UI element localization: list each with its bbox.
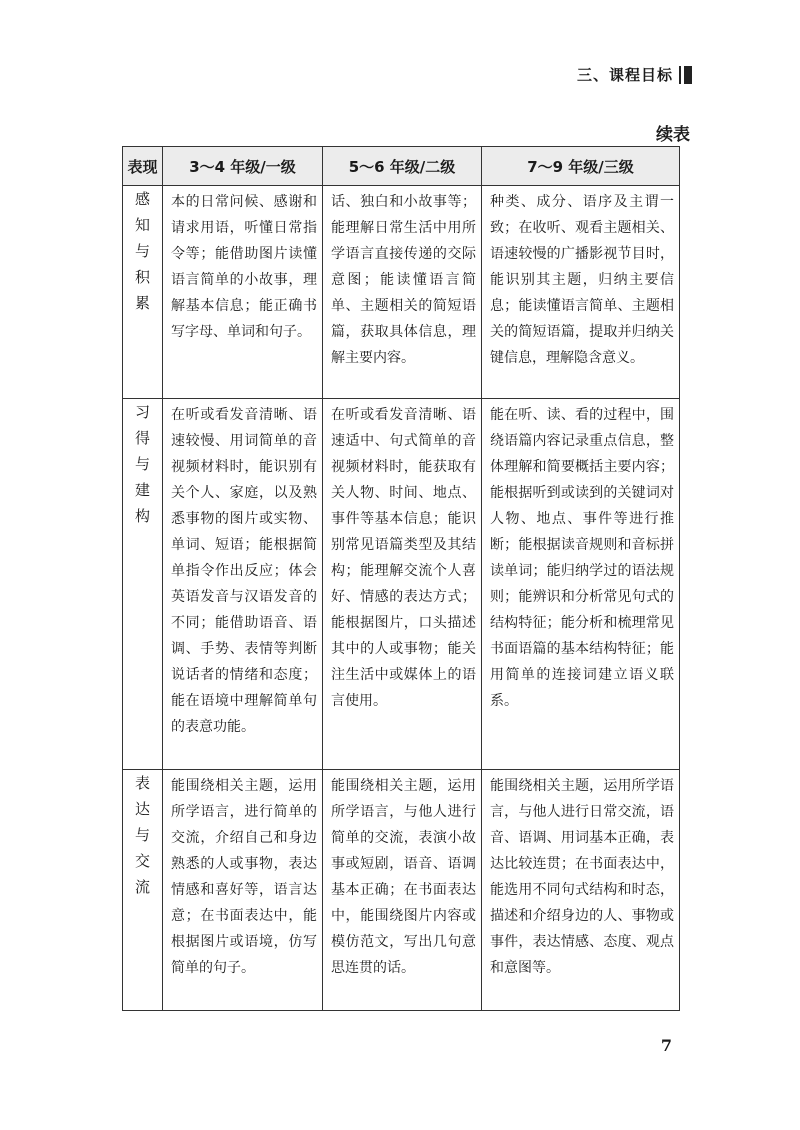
category-label: 感知与积累 xyxy=(134,190,150,312)
category-cell xyxy=(123,186,163,399)
column-header-level-2: 5～6 年级/二级 xyxy=(323,147,482,186)
table-cell: 能围绕相关主题，运用所学语言，与他人进行简单的交流，表演小故事或短剧，语音、语调基本正确；在书面表达中，能围绕图片内容或模仿范文，写出几句意思连贯的话。 xyxy=(323,770,482,1011)
category-cell xyxy=(123,770,163,1011)
thick-bar-mark xyxy=(684,66,692,84)
table-cell: 能在听、读、看的过程中，围绕语篇内容记录重点信息，整体理解和简要概括主要内容；能根据听到或读到的关键词对人物、地点、事件等进行推断；能根据读音规则和音标拼读单词；能归纳学过的语法规则；能辨识和分析常见句式的结构特征；能分析和梳理常见书面语篇的基本结构特征；能用简单的连接词建立语义联系。 xyxy=(482,399,680,770)
table-cell: 种类、成分、语序及主谓一致；在收听、观看主题相关、语速较慢的广播影视节目时，能识别其主题，归纳主要信息；能读懂语言简单、主题相关的简短语篇，提取并归纳关键信息，理解隐含意义。 xyxy=(482,186,680,399)
column-header-level-1: 3～4 年级/一级 xyxy=(163,147,323,186)
table-cell: 在听或看发音清晰、语速适中、句式简单的音视频材料时，能获取有关人物、时间、地点、事件等基本信息；能识别常见语篇类型及其结构；能理解交流个人喜好、情感的表达方式；能根据图片，口头描述其中的人或事物；能关注生活中或媒体上的语言使用。 xyxy=(323,399,482,770)
table-cell: 本的日常问候、感谢和请求用语，听懂日常指令等；能借助图片读懂语言简单的小故事，理解基本信息；能正确书写字母、单词和句子。 xyxy=(163,186,323,399)
thin-bar-mark xyxy=(679,66,681,84)
category-label: 表达与交流 xyxy=(134,774,150,896)
table-cell: 话、独白和小故事等；能理解日常生活中用所学语言直接传递的交际意图；能读懂语言简单、主题相关的简短语篇，获取具体信息，理解主要内容。 xyxy=(323,186,482,399)
column-header-level-3: 7～9 年级/三级 xyxy=(482,147,680,186)
category-label: 习得与建构 xyxy=(134,403,150,525)
header-bar-marks xyxy=(679,66,692,84)
running-header xyxy=(577,64,692,85)
table-row xyxy=(123,186,680,399)
table-cell: 能围绕相关主题，运用所学语言，与他人进行日常交流，语音、语调、用词基本正确，表达比较连贯；在书面表达中，能选用不同句式结构和时态，描述和介绍身边的人、事物或事件，表达情感、态度、观点和意图等。 xyxy=(482,770,680,1011)
page-number: 7 xyxy=(660,1036,672,1055)
table-cell: 能围绕相关主题，运用所学语言，进行简单的交流，介绍自己和身边熟悉的人或事物，表达情感和喜好等，语言达意；在书面表达中，能根据图片或语境，仿写简单的句子。 xyxy=(163,770,323,1011)
table-row xyxy=(123,770,680,1011)
section-title: 三、课程目标 xyxy=(576,66,673,84)
table-row xyxy=(123,399,680,770)
column-header-performance: 表现 xyxy=(123,147,163,186)
continued-table-label: 续表 xyxy=(656,125,690,145)
curriculum-goals-table xyxy=(122,146,680,1011)
category-cell xyxy=(123,399,163,770)
table-cell: 在听或看发音清晰、语速较慢、用词简单的音视频材料时，能识别有关个人、家庭，以及熟悉事物的图片或实物、单词、短语；能根据简单指令作出反应；体会英语发音与汉语发音的不同；能借助语音、语调、手势、表情等判断说话者的情绪和态度；能在语境中理解简单句的表意功能。 xyxy=(163,399,323,770)
table-header-row xyxy=(123,147,680,186)
